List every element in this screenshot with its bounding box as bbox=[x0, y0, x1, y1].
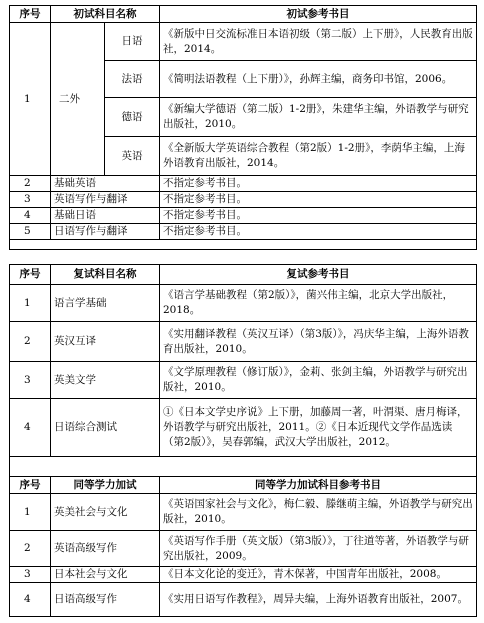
subject-name: 基础日语 bbox=[51, 208, 160, 224]
reference-book: 《日本文化论的变迁》，青木保著，中国青年出版社，2008。 bbox=[160, 567, 477, 583]
row-number: 3 bbox=[10, 362, 51, 399]
row-number: 3 bbox=[10, 192, 51, 208]
row-number: 2 bbox=[10, 322, 51, 362]
language-name: 英语 bbox=[105, 137, 160, 176]
equivalent-exam-table bbox=[9, 476, 477, 617]
subject-name: 语言学基础 bbox=[51, 285, 160, 322]
table-row bbox=[10, 362, 477, 399]
subject-name: 日语综合测试 bbox=[51, 399, 160, 457]
reference-book: 《实用日语写作教程》，周异夫编，上海外语教育出版社，2007。 bbox=[160, 583, 477, 617]
row-number: 4 bbox=[10, 399, 51, 457]
row-number: 5 bbox=[10, 224, 51, 240]
reference-book: 《简明法语教程（上下册）》，孙辉主编，商务印书馆，2006。 bbox=[160, 61, 477, 98]
language-name: 日语 bbox=[105, 23, 160, 61]
table-row bbox=[10, 494, 477, 531]
table-row bbox=[10, 176, 477, 192]
header-no: 序号 bbox=[10, 265, 51, 285]
reference-book: 《文学原理教程（修订版）》，金莉、张剑主编，外语教学与研究出版社，2010。 bbox=[160, 362, 477, 399]
header-no: 序号 bbox=[10, 477, 51, 494]
subject-name: 英汉互译 bbox=[51, 322, 160, 362]
table-row bbox=[10, 224, 477, 240]
table-header-row bbox=[10, 477, 477, 494]
reference-book: 《英语国家社会与文化》，梅仁毅、滕继萌主编，外语教学与研究出版社，2010。 bbox=[160, 494, 477, 531]
row-number: 3 bbox=[10, 567, 51, 583]
table-header-row bbox=[10, 6, 477, 23]
header-no: 序号 bbox=[10, 6, 51, 23]
spacer-cell bbox=[10, 457, 477, 477]
retest-table bbox=[9, 264, 477, 477]
subject-name: 二外 bbox=[51, 23, 105, 176]
subject-name: 日语高级写作 bbox=[51, 583, 160, 617]
reference-book: 《全新版大学英语综合教程（第2版）1-2册》，李荫华主编，上海外语教育出版社，2014。 bbox=[160, 137, 477, 176]
reference-book: 不指定参考书目。 bbox=[160, 224, 477, 240]
row-number: 1 bbox=[10, 494, 51, 531]
row-number: 2 bbox=[10, 531, 51, 567]
subject-name: 英美社会与文化 bbox=[51, 494, 160, 531]
subject-name: 英语写作与翻译 bbox=[51, 192, 160, 208]
preliminary-exam-table bbox=[9, 5, 477, 250]
row-number: 4 bbox=[10, 583, 51, 617]
reference-book: 《英语写作手册（英文版）（第3版）》，丁往道等著，外语教学与研究出版社，2009。 bbox=[160, 531, 477, 567]
subject-name: 英美文学 bbox=[51, 362, 160, 399]
reference-book: 《实用翻译教程（英汉互译）（第3版）》，冯庆华主编，上海外语教育出版社，2010。 bbox=[160, 322, 477, 362]
reference-book: 《语言学基础教程（第2版）》，菌兴伟主编，北京大学出版社，2018。 bbox=[160, 285, 477, 322]
row-number: 1 bbox=[10, 23, 51, 176]
row-number: 2 bbox=[10, 176, 51, 192]
header-subject: 初试科目名称 bbox=[51, 6, 160, 23]
reference-book: 不指定参考书目。 bbox=[160, 208, 477, 224]
table-row bbox=[10, 399, 477, 457]
table-row bbox=[10, 583, 477, 617]
table-spacer-row bbox=[10, 240, 477, 250]
language-name: 德语 bbox=[105, 98, 160, 137]
subject-name: 日本社会与文化 bbox=[51, 567, 160, 583]
table-spacer-row bbox=[10, 457, 477, 477]
row-number: 1 bbox=[10, 285, 51, 322]
table-row bbox=[10, 208, 477, 224]
table-row bbox=[10, 567, 477, 583]
reference-book: 《新编大学德语（第二版）1-2册》，朱建华主编，外语教学与研究出版社，2010。 bbox=[160, 98, 477, 137]
header-books: 同等学力加试科目参考书目 bbox=[160, 477, 477, 494]
subject-name: 英语高级写作 bbox=[51, 531, 160, 567]
reference-book: 《新版中日交流标准日本语初级（第二版）上下册》，人民教育出版社，2014。 bbox=[160, 23, 477, 61]
header-books: 初试参考书目 bbox=[160, 6, 477, 23]
header-subject: 复试科目名称 bbox=[51, 265, 160, 285]
table-row bbox=[10, 531, 477, 567]
table-row bbox=[10, 192, 477, 208]
spacer-cell bbox=[10, 240, 477, 250]
table-row bbox=[10, 285, 477, 322]
row-number: 4 bbox=[10, 208, 51, 224]
subject-name: 日语写作与翻译 bbox=[51, 224, 160, 240]
header-books: 复试参考书目 bbox=[160, 265, 477, 285]
language-name: 法语 bbox=[105, 61, 160, 98]
table-row bbox=[10, 23, 477, 61]
subject-name: 基础英语 bbox=[51, 176, 160, 192]
reference-book: 不指定参考书目。 bbox=[160, 192, 477, 208]
reference-book: 不指定参考书目。 bbox=[160, 176, 477, 192]
reference-book: ①《日本文学史序说》上下册，加藤周一著，叶渭渠、唐月梅译，外语教学与研究出版社，2011。②《日本近现代文学作品选读（第2版）》，吴春郭编，武汉大学出版社，2012。 bbox=[160, 399, 477, 457]
table-header-row bbox=[10, 265, 477, 285]
table-row bbox=[10, 322, 477, 362]
header-subject: 同等学力加试 bbox=[51, 477, 160, 494]
